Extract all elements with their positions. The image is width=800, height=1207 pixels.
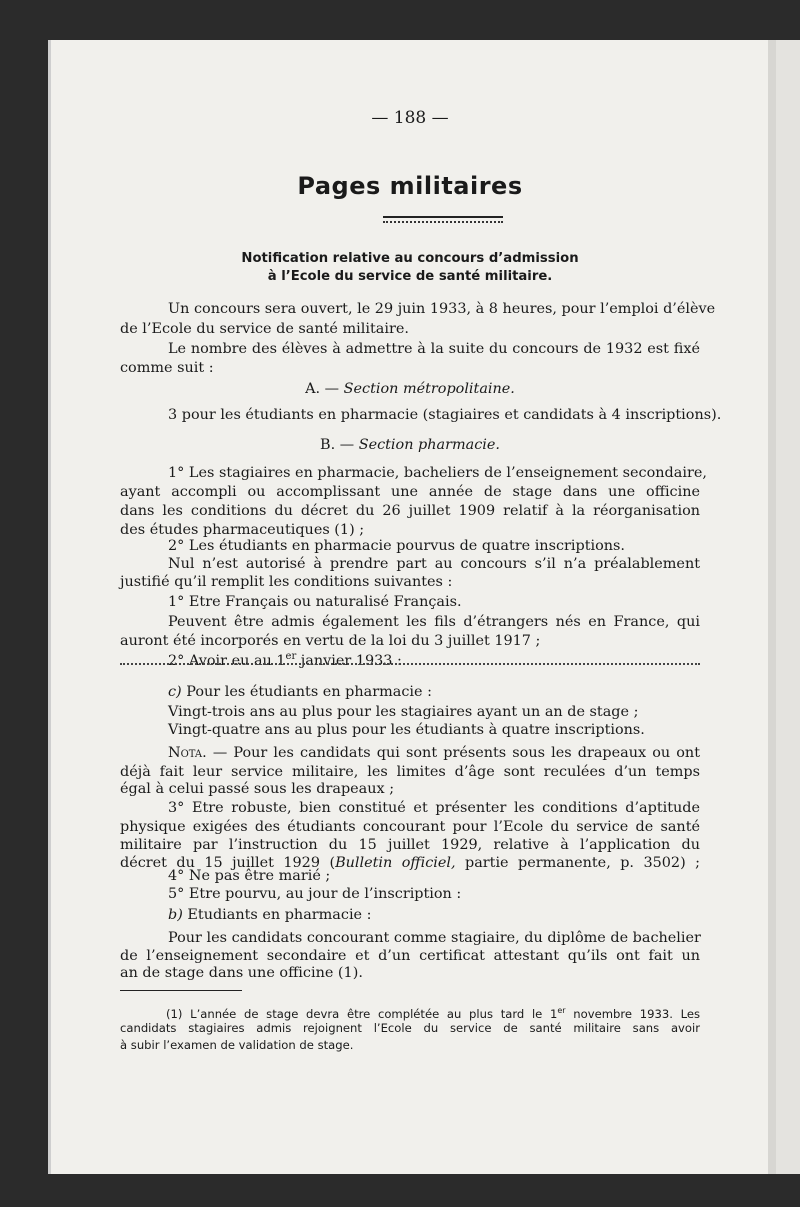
text-fragment: janvier 1933 : bbox=[296, 652, 402, 669]
text-line: militaire par l’instruction du 15 juillet 1929, relative à l’application du bbox=[120, 837, 700, 853]
title-rule bbox=[383, 216, 503, 218]
text-fragment: partie permanente, p. 3502) ; bbox=[455, 855, 700, 871]
section-b-prefix: B. — bbox=[320, 437, 359, 453]
text-line: auront été incorporés en vertu de la loi du 3 juillet 1917 ; bbox=[120, 633, 541, 649]
page-number: — 188 — bbox=[371, 108, 449, 128]
text-line: 1° Les stagiaires en pharmacie, bacheliers de l’enseignement secondaire, bbox=[168, 465, 707, 481]
text-line: Vingt-quatre ans au plus pour les étudiants à quatre inscriptions. bbox=[168, 722, 645, 738]
text-line: dans les conditions du décret du 26 juillet 1909 relatif à la réorganisation bbox=[120, 503, 700, 519]
text-line: physique exigées des étudiants concourant pour l’Ecole du service de santé bbox=[120, 819, 700, 835]
text-fragment: Pour les étudiants en pharmacie : bbox=[181, 684, 432, 700]
text-line: Le nombre des élèves à admettre à la suite du concours de 1932 est fixé bbox=[168, 341, 700, 357]
nota-label: Nota. bbox=[168, 745, 207, 761]
text-line: déjà fait leur service militaire, les limites d’âge sont reculées d’un temps bbox=[120, 764, 700, 780]
superscript: er bbox=[285, 651, 297, 662]
text-line: 3° Etre robuste, bien constitué et présenter les conditions d’aptitude bbox=[168, 800, 700, 816]
text-line: ayant accompli ou accomplissant une année de stage dans une officine bbox=[120, 484, 700, 500]
list-label: b) bbox=[168, 907, 183, 923]
page-title: Pages militaires bbox=[297, 172, 523, 200]
text-line bbox=[120, 647, 700, 671]
bulletin-title: Bulletin officiel, bbox=[335, 855, 456, 871]
text-line: an de stage dans une officine (1). bbox=[120, 965, 363, 981]
notification-line-1: Notification relative au concours d’admission bbox=[241, 251, 579, 266]
page-edge-right bbox=[776, 40, 800, 1174]
ellipsis-rule bbox=[120, 663, 700, 665]
text-line: Un concours sera ouvert, le 29 juin 1933, à 8 heures, pour l’emploi d’élève bbox=[168, 301, 716, 317]
text-fragment: (1) L’année de stage devra être complétée au plus tard le 1 bbox=[166, 1006, 558, 1021]
text-line: Vingt-trois ans au plus pour les stagiaires ayant un an de stage ; bbox=[168, 704, 639, 720]
text-line: 5° Etre pourvu, au jour de l’inscription : bbox=[168, 886, 462, 902]
section-a-title: Section métropolitaine. bbox=[343, 381, 515, 397]
text-line: comme suit : bbox=[120, 360, 214, 376]
text-fragment: Etudiants en pharmacie : bbox=[182, 907, 372, 923]
text-line: de l’enseignement secondaire et d’un certificat attestant qu’ils ont fait un bbox=[120, 948, 700, 964]
footnote-rule bbox=[120, 990, 242, 991]
text-line: justifié qu’il remplit les conditions suivantes : bbox=[120, 574, 453, 590]
text-line bbox=[120, 905, 700, 925]
footnote-line: candidats stagiaires admis rejoignent l’Ecole du service de santé militaire sans avoir bbox=[120, 1021, 700, 1035]
text-line: des études pharmaceutiques (1) ; bbox=[120, 522, 365, 538]
text-line bbox=[120, 743, 700, 763]
section-a-prefix: A. — bbox=[305, 381, 344, 397]
text-line: 1° Etre Français ou naturalisé Français. bbox=[168, 594, 462, 610]
text-fragment: décret du 15 juillet 1929 ( bbox=[120, 855, 336, 871]
footnote-line: à subir l’examen de validation de stage. bbox=[120, 1038, 354, 1052]
notification-heading bbox=[120, 250, 700, 286]
section-b-heading bbox=[120, 435, 700, 455]
text-line: Pour les candidats concourant comme stagiaire, du diplôme de bachelier bbox=[168, 930, 701, 946]
text-fragment: novembre 1933. Les bbox=[565, 1006, 700, 1021]
section-a-heading bbox=[120, 379, 700, 399]
section-b-title: Section pharmacie. bbox=[358, 437, 500, 453]
text-line: 3 pour les étudiants en pharmacie (stagiaires et candidats à 4 inscriptions). bbox=[168, 407, 722, 423]
notification-line-2: à l’Ecole du service de santé militaire. bbox=[267, 269, 553, 284]
title-rule-dotted bbox=[383, 221, 503, 223]
text-line: Peuvent être admis également les fils d’étrangers nés en France, qui bbox=[168, 614, 700, 630]
text-fragment: — Pour les candidats qui sont présents sous les drapeaux ou ont bbox=[206, 745, 700, 761]
text-line: 4° Ne pas être marié ; bbox=[168, 868, 331, 884]
text-line: Nul n’est autorisé à prendre part au concours s’il n’a préalablement bbox=[168, 556, 700, 572]
superscript: er bbox=[557, 1006, 566, 1015]
text-line: égal à celui passé sous les drapeaux ; bbox=[120, 781, 395, 797]
list-label: c) bbox=[168, 684, 182, 700]
text-line: 2° Les étudiants en pharmacie pourvus de quatre inscriptions. bbox=[168, 538, 625, 554]
text-line: de l’Ecole du service de santé militaire. bbox=[120, 321, 409, 337]
text-line bbox=[120, 682, 700, 702]
text-fragment: 2° Avoir eu au 1 bbox=[168, 652, 286, 669]
